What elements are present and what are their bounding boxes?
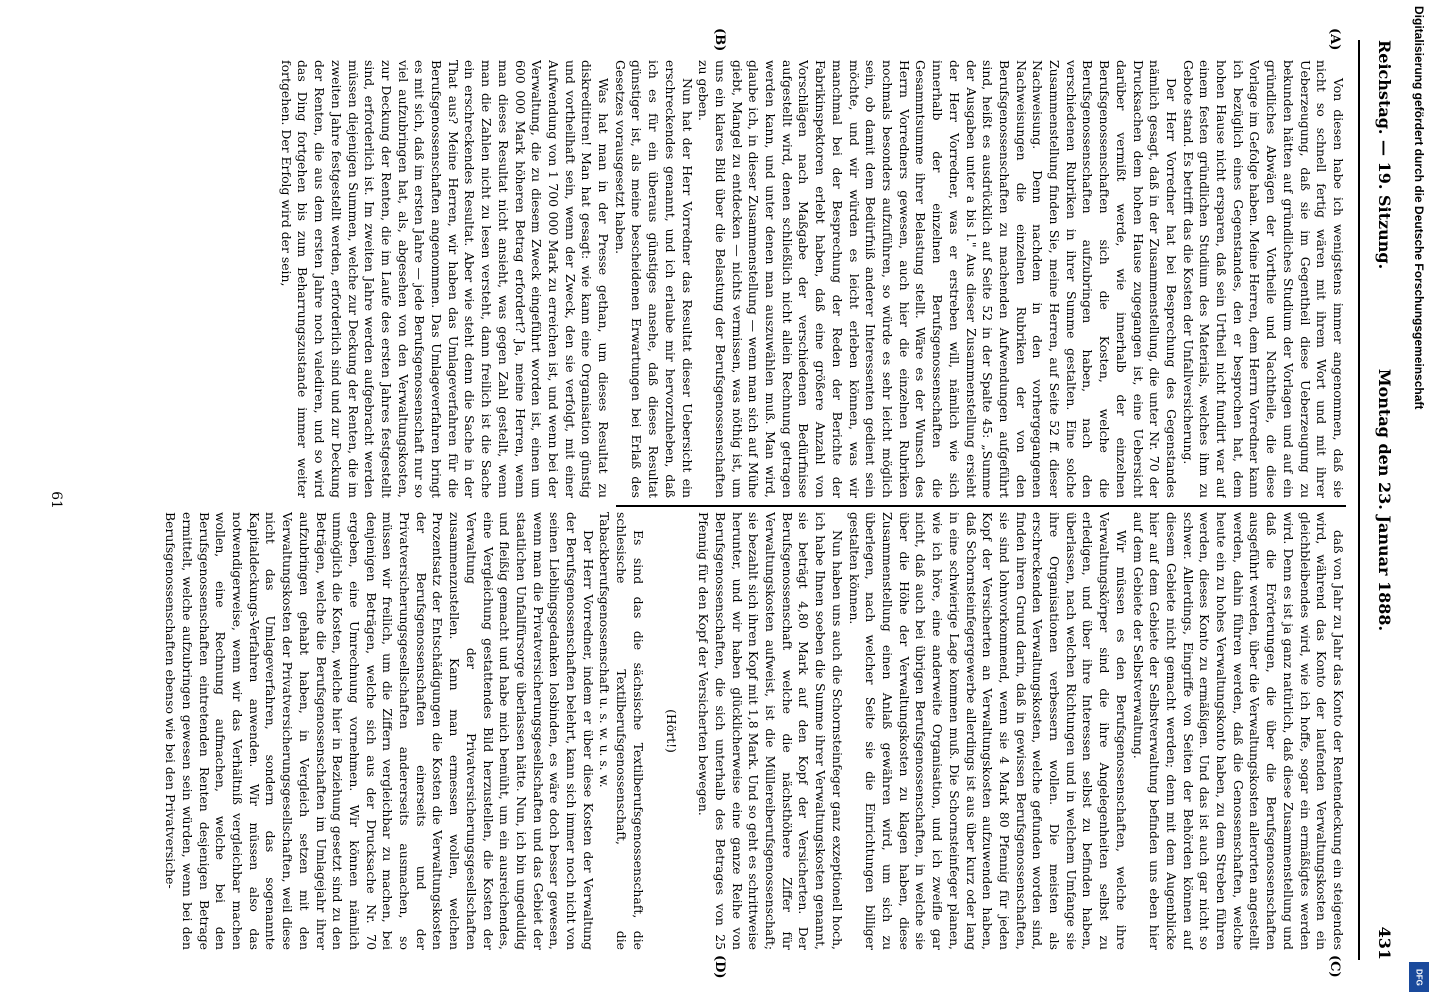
paragraph: Der Herr Vorredner hat bei Besprechung des Gegenstandes nämlich gesagt, daß in der Zusammenstellung, die unter Nr. 70 der Drucksachen dem hohen Hause zugegangen ist, eine Uebersicht darüber vermißt werde, wie innerhalb der einzelnen Berufsgenossenschaften sich die Kosten, welche die Berufsgenossenschaften aufzubringen haben, nach den verschiedenen Rubriken in ihrer Summe gestalten. Eine solche Zusammenstellung finden Sie, meine Herren, auf Seite 52 ff. dieser Nachweisung. Denn nachdem in den vorhergegangenen Nachweisungen die einzelnen Rubriken der von den Berufsgenossenschaften zu machenden Aufwendungen aufgeführt sind, heißt es ausdrücklich auf Seite 52 in der Spalte 45: „Summe der Ausgaben unter a bis l." Aus dieser Zusammenstellung ersieht der Herr Vorredner, was er erstreben will, nämlich wie sich innerhalb der einzelnen Berufsgenossenschaften die Gesammtsumme ihrer Belastung stellt. Wäre es der Wunsch des Herrn Vorredners gewesen, auch hier die einzelnen Rubriken nochmals besonders aufzuführen, so würde es sehr leicht möglich sein, ob damit dem Bedürfniß anderer Interessenten gedient sein möchte, und wir würden es leicht erleben können, was wir manchmal bei der Besprechung der Reden der Berichte der Fabrikinspektoren erlebt haben, daß eine größere Anzahl von Vorschlägen nach Maßgabe der verschiedenen Bedürfnisse aufgestellt wird, denen schließlich nicht allein Rechnung getragen werden kann, und unter denen man auszuwählen muß. Man wird, glaube ich, in dieser Zusammenstellung — wenn man sich auf Mühe giebt, Mangel zu entdecken — nichts vermissen, was nöthig ist, um uns ein klares Bild über die Belastung der Berufsgenossenschaften zu geben.	[696, 60, 1179, 498]
paragraph: Nun haben uns auch die Schornsteinfeger ganz exzeptionell hoch, ich habe Ihnen soeben die Summe ihrer Verwaltungskosten genannt, sie beträgt 4,80 Mark auf den Kopf der Versicherten. Der Berufsgenossenschaft welche die nächsthöhere Ziffer für Verwaltungskosten aufweist, ist die Müllereiberufsgenossenschaft; sie bezahlt sich ihren Kopf mit 1,8 Mark. Und so geht es schrittweise herunter, und wir haben glücklicherweise eine ganze Reihe von Berufsgenossenschaften, die sich unterhalb des Betrages von 25 Pfennig für den Kopf der Versicherten bewegen.	[696, 512, 845, 950]
paragraph: Nun hat der Herr Vorredner das Resultat dieser Uebersicht ein erschreckendes genannt, und ich erlaube mir hervorzuheben, daß ich es für ein überaus günstiges ansehe, daß dieses Resultat günstiger ist, als meine bescheidenen Erwartungen bei Erlaß des Gesetzes vorausgesetzt haben.	[612, 60, 695, 498]
header-left: Reichstag. — 19. Sitzung.	[1375, 40, 1394, 270]
footer-text: Digitalisierung gefördert durch die Deutsche Forschungsgemeinschaft	[1412, 6, 1426, 410]
margin-marker-a: (A)	[1327, 28, 1342, 51]
right-column	[24, 512, 1346, 950]
header-rule	[1358, 40, 1360, 960]
running-header	[1362, 40, 1402, 960]
column-divider	[616, 505, 1346, 507]
dfg-logo: DFG	[1409, 962, 1429, 992]
paragraph: Wir müssen es den Berufsgenossenschaften, welche ihre Verwaltungskörper sind die ihre Angelegenheiten selbst zu erledigen, und über ihre Interessen selbst zu befinden haben, überlassen, nach welchen Richtungen und in welchem Umfange sie ihre Organisationen verbessern wollen. Die meisten als erschreckenden Verwaltungskosten, welche gefunden worden sind, finden ihren Grund darin, daß in gewissen Berufsgenossenschaften, sie sind lohnvorkommend, wenn sie 4 Mark 80 Pfennig für jeden Kopf der Versicherten an Verwaltungskosten aufzuwenden haben, daß Schornsteinfegergewerbe allerdings ist aus über kurz oder lang in eine schwierige Lage kommen muß. Die Schornsteinfeger planen, wie ich höre, eine anderweite Organisation, und ich zweifle gar nicht, daß auch bei übrigen Berufsgenossenschaften, in welche sie über die Höhe der Verwaltungskosten zu klagen haben, diese Zusammenstellung einen Anlaß gewähren wird, um sich zu überlegen, nach welcher Seite sie die Einrichtungen billiger gestalten können.	[846, 512, 1129, 950]
paragraph: Von diesen habe ich wenigstens immer angenommen, daß sie nicht so schnell fertig wären mit ihrem Wort und mit ihrer Ueberzeugung, daß sie im Gegentheil diese Ueberzeugung zu bekunden hätten auf gründliches Studium der Vorlagen und auf ein gründliches Abwägen der Vortheile und Nachtheile, die diese Vorlage im Gefolge haben. Meine Herren, dem Herrn Vorredner kann ich bezüglich eines Gegenstandes, den er besprochen hat, dem hohen Hause nicht ersparen, daß sein Urtheil nicht fundirt war auf einem festen gründlichen Studium des Materials, welches ihm zu Gebote stand. Es betrifft das die Kosten der Unfallversicherung.	[1180, 60, 1346, 498]
left-column	[24, 60, 1346, 498]
paragraph: Was hat man in der Presse gethan, um dieses Resultat zu diskreditiren! Man hat gesagt: wie kann eine Organisation günstig und vortheilhaft sein, wenn der Zweck, den sie verfolgt, mit einer Aufwendung von 1 700 000 Mark zu erreichen ist, und wenn bei der Verwaltung, die zu diesem Zweck eingeführt worden ist, einen um 600 000 Mark höheren Betrag erfordert? Ja, meine Herren, wenn man dieses Resultat nicht ansieht, was gegen Zahl gestellt, wenn man die Zahlen nicht zu lesen versteht, dann freilich ist die Sache ein erschreckendes Resultat. Aber wie steht denn die Sache in der That aus? Meine Herren, wir haben das Umlageverfahren für die Berufsgenossenschaften angenommen. Das Umlageverfahren bringt es mit sich, daß im ersten Jahre — jede Berufsgenossenschaft nur so viel aufzubringen hat, als, abgesehen von den Verwaltungskosten, zur Deckung der Renten, die im Laufe des ersten Jahres festgestellt sind, erforderlich ist. Im zweiten Jahre werden aufgebracht werden müssen diejenigen Summen, welche zur Deckung der Renten, die im zweiten Jahre festgestellt werden, erforderlich sind und zur Deckung der Renten, die aus dem ersten Jahre noch valediren, und so wird das Ding fortgehen bis zum Beharrungszustande immer weiter fortgehen. Der Erfolg wird der sein,	[278, 60, 612, 498]
margin-marker-b: (B)	[712, 28, 727, 52]
margin-marker-c: (C)	[1327, 955, 1342, 978]
margin-marker-d: (D)	[712, 955, 727, 979]
interjection: (Hört!)	[663, 709, 679, 753]
digitization-footer	[1406, 0, 1432, 1000]
signature-number: 61	[48, 491, 64, 509]
paragraph: Es sind das die sächsische Textilberufsgenossenschaft, die schlesische Textilberufsgenossenschaft, die Tabackberufsgenossenschaft u. s. w. u. s. w.	[597, 512, 646, 950]
header-page-number: 431	[1375, 926, 1394, 960]
header-date: Montag den 23. Januar 1888.	[1375, 368, 1394, 632]
paragraph: daß von Jahr zu Jahr das Konto der Rentendeckung ein steigendes wird, während das Konto der laufenden Verwaltungskosten ein gleichbleibendes wird, wie ich hoffe, sogar ein ermäßigtes werden wird. Denn es ist ja ganz natürlich, daß diese Zusammenstellung und daß die Erörterungen, die über die Berufsgenossenschaften ausgeführt werden, über die Verwaltungskosten allerorten angestellt werden, dahin führen werden, daß die Genossenschaften, welche heute ein zu hohes Verwaltungskonto haben, zu dem Streben führen werden, dieses Konto zu ermäßigen. Und das ist auch gar nicht so schwer. Allerdings, Eingriffe von Seiten der Behörden können auf diesem Gebiete nicht gemacht werden; denn mit dem Augenblicke hier auf dem Gebiete der Selbstverwaltung befinden uns eben hier auf dem Gebiete der Selbstverwaltung.	[1130, 512, 1346, 950]
paragraph: Der Herr Vorredner, indem er über diese Kosten der Verwaltung der Berufsgenossenschaften belehrt, kann sich immer noch nicht von seinen Lieblingsgedanken losbinden, es wäre doch besser gewesen, wenn man die Privatversicherungsgesellschaften und das Gebiet der staatlichen Unfallfürsorge überlassen hätte. Nun, ich bin ungeduldig und fleißig gemacht und habe mich bemüht, um ein ausreichendes, eine Vergleichung gestattendes Bild herzustellen, die Kosten der Verwaltung der Privatversicherungsgesellschaften zusammenzustellen. Kann man ermessen wollen, welchen Prozentsatz der Entschädigungen die Kosten die Verwaltungskosten der Berufsgenossenschaften einerseits und der Privatversicherungsgesellschaften andererseits ausmachen, so müssen wir freilich, um die Ziffern vergleichbar zu machen, bei denjenigen Beträgen, welche sich aus der Drucksache Nr. 70 ergeben, eine Umrechnung vornehmen. Wir können nämlich unmöglich die Kosten, welche hier in Beziehung gesetzt sind zu den Beträgen, welche die Berufsgenossenschaften im Umlagejahr ihrer aufzubringen gehabt haben, in Vergleich setzen mit den Verwaltungskosten der Privatversicherungsgesellschaften, weil diese nicht das Umlageverfahren, sondern das sogenannte Kapitaldeckungs-Verfahren anwenden. Wir müssen also das notwendigerweise, wenn wir das Verhältniß vergleichbar machen wollen, eine Rechnung aufmachen, welche bei den Berufsgenossenschaften eintretenden Renten desjenigen Betrage ermittelt, welche aufzubringen gewesen sein würden, wenn bei den Berufsgenossenschaften ebenso wie bei den Privatversiche-	[163, 512, 596, 950]
